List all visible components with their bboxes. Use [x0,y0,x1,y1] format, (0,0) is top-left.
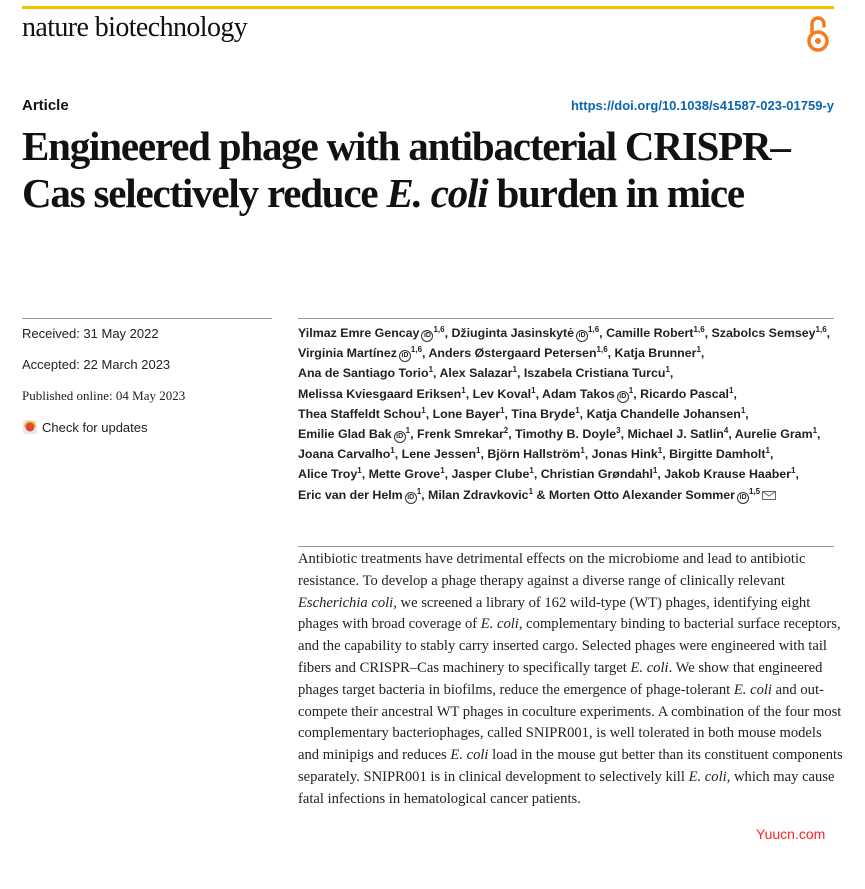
title-text-part2: burden in mice [487,170,744,216]
author-name-text: Emilie Glad Bak [298,427,392,442]
affiliation-superscript: 1 [657,446,663,456]
author-name[interactable] [542,387,633,401]
author-name[interactable] [369,467,445,481]
author-name-text: Melissa Kviesgaard Eriksen [298,386,462,401]
organism-name: E. coli [480,616,519,633]
author-name-text: Frenk Smrekar [417,427,504,442]
orcid-icon[interactable]: iD [399,350,411,362]
affiliation-superscript: 1 [765,446,770,456]
abstract-divider [298,546,834,547]
author-name[interactable] [541,467,658,481]
journal-name[interactable]: nature biotechnology [22,12,248,43]
orcid-icon[interactable]: iD [421,330,433,342]
affiliation-superscript: 1 [791,466,796,476]
affiliation-superscript: 1,6 [596,345,608,355]
author-name-text: Camille Robert [606,326,694,340]
author-name-text: Lene Jessen [401,447,477,462]
orcid-icon[interactable]: iD [405,492,417,504]
affiliation-superscript: 1 [440,466,445,476]
author-name[interactable] [735,427,817,441]
doi-link[interactable]: https://doi.org/10.1038/s41587-023-01759-y [570,98,834,113]
affiliation-superscript: 1 [531,385,536,395]
abstract-text: Antibiotic treatments have detrimental effects on the microbiome and lead to antibiotic resistance. To develop a phage therapy against a diverse range of clinically relevant Escherichia coli, we screened a library of 162 wild-type (WT) phages, identifying eight phages with broad coverage of E. coli, complementary binding to bacterial surface receptors, and the capability to stably carry inserted cargo. Selected phages were engineered with tail fibers and CRISPR–Cas machinery to specifically target E. coli. We show that engineered phages target bacteria in biofilms, reduce the emergence of phage-tolerant E. coli and out-compete their ancestral WT phages in coculture experiments. A combination of the four most complementary bacteriophages, called SNIPR001, is well tolerated in both mouse models and minipigs and reduces E. coli load in the mouse gut better than its constituent components separately. SNIPR001 is in clinical development to selectively kill E. coli, which may cause fatal infections in hematological cancer patients. [298,551,843,807]
watermark: Yuucn.com [756,826,826,842]
author-name-text: Alex Salazar [439,366,513,381]
orcid-icon[interactable]: iD [576,330,588,342]
affiliation-superscript: 1,6 [815,325,827,334]
affiliation-superscript: 1 [812,426,818,436]
orcid-icon[interactable]: iD [394,431,406,443]
organism-name: E. coli [630,659,669,676]
author-name-text: Eric van der Helm [298,487,403,502]
author-name[interactable] [451,326,599,340]
affiliation-superscript: 1 [428,365,434,375]
affiliation-superscript: 1 [580,446,585,456]
author-name-text: Björn Hallström [487,447,581,462]
publication-dates [22,326,272,435]
affiliation-superscript: 1 [512,365,517,375]
affiliation-superscript: 1,6 [693,325,705,334]
affiliation-superscript: 1 [461,385,466,395]
author-name-text: Jasper Clube [451,467,530,482]
author-name[interactable] [524,366,670,380]
author-name[interactable] [549,488,776,502]
author-name[interactable] [606,326,705,340]
author-name-text: Jonas Hink [591,447,658,462]
orcid-icon[interactable]: iD [617,391,629,403]
check-for-updates-icon [22,419,38,435]
author-name[interactable] [428,488,533,502]
affiliation-superscript: 1 [728,385,734,395]
published-date: Published online: 04 May 2023 [22,388,186,403]
affiliation-superscript: 1 [405,426,411,436]
organism-name: Escherichia coli [298,594,394,611]
author-name[interactable] [298,467,362,481]
title-organism: E. coli [386,170,488,216]
author-name-text: Yilmaz Emre Gencay [298,326,420,340]
affiliation-superscript: 1 [357,466,362,476]
author-name-text: Szabolcs Semsey [711,326,816,340]
author-name[interactable] [298,407,426,421]
author-name[interactable] [487,447,584,461]
article-title [22,123,822,217]
affiliation-superscript: 1,5 [749,486,761,496]
title-text-part1: Engineered phage with antibacterial CRISPR–Cas selectively reduce [22,123,790,216]
journal-accent-bar [22,6,834,9]
affiliation-superscript: 1 [665,365,670,375]
divider-left [22,318,272,319]
author-name-text: Christian Grøndahl [540,467,653,482]
author-name-text: Anders Østergaard Petersen [428,346,597,361]
affiliation-superscript: 1,6 [433,325,445,334]
author-list: Yilmaz Emre Gencay iD$^{1,6}$, Džiuginta Jasinskytė iD$^{1,6}$, Camille Robert$^{1,6}$, Szabolcs Semsey$^{1,6}$, Virginia Martínez iD$^{1,6}$, Anders Østergaard Petersen$^{1,6}$, Katja Brunner$^1$, Ana de Santiago Torio$^1$, Alex Salazar$^1$, Iszabela Cristiana Turcu$^1$, Melissa Kviesgaard Eriksen$^1$, Lev Koval$^1$, Adam Takos $iD^1$, Ricardo Pascal$^1$, Thea Staffeldt Schou$^1$, Lone Bayer$^1$, Tina Bryde$^1$, Katja Chandelle Johansen$^1$, Emilie Glad Bak $iD^1$, Frenk Smrekar$^2$, Timothy B. Doyle$^3$, Michael J. Satlin$^4$, Aurelie Gram$^1$, Joana Carvalho$^1$, Lene Jessen$^1$, Björn Hallström$^1$, Jonas Hink$^1$, Birgitte Damholt$^1$, Alice Troy$^1$, Mette Grove$^1$, Jasper Clube$^1$, Christian Grøndahl$^1$, Jakob Krause Haaber$^1$, Eric van der Helm $iD^1$, Milan Zdravkovic$^1$ & Morten Otto Alexander Sommer iD$^{1,5}$ [298,325,831,502]
affiliation-superscript: 1,6 [410,345,423,355]
affiliation-superscript: 1 [575,405,580,415]
affiliation-superscript: 1,6 [588,325,600,334]
author-name-text: Morten Otto Alexander Sommer [548,487,735,502]
author-name-text: Jakob Krause Haaber [664,467,791,482]
affiliation-superscript: 1 [740,405,746,415]
received-date: Received: 31 May 2022 [22,326,159,341]
author-name[interactable] [439,366,516,380]
author-name-text: Tina Bryde [511,406,576,421]
author-name[interactable] [473,387,536,401]
author-name-text: Ana de Santiago Torio [298,366,429,381]
organism-name: E. coli [688,768,727,785]
author-name-text: Thea Staffeldt Schou [298,406,422,421]
author-name-text: Timothy B. Doyle [515,427,617,442]
affiliation-superscript: 1 [500,405,505,415]
author-name-text: Katja Chandelle Johansen [586,406,741,421]
author-name[interactable] [433,407,505,421]
author-name[interactable] [298,447,395,461]
author-name[interactable] [298,366,433,380]
affiliation-superscript: 1 [416,486,422,496]
article-type-label: Article [22,97,69,114]
affiliation-superscript: 1 [421,405,426,415]
accepted-date: Accepted: 22 March 2023 [22,357,171,372]
author-name-text: Iszabela Cristiana Turcu [523,366,666,381]
check-for-updates-label: Check for updates [42,419,148,435]
affiliation-superscript: 1 [528,486,534,496]
orcid-icon[interactable]: iD [737,492,749,504]
author-name-text: Birgitte Damholt [669,447,766,462]
affiliation-superscript: 1 [696,345,701,355]
affiliation-superscript: 2 [503,426,509,436]
author-name[interactable] [402,447,481,461]
author-name-text: Lone Bayer [432,406,501,421]
author-name-text: Katja Brunner [614,346,697,361]
author-name-text: Michael J. Satlin [627,427,724,442]
author-name-text: Alice Troy [298,467,358,482]
check-for-updates-button[interactable] [22,419,272,435]
author-name-text: Ricardo Pascal [640,386,729,401]
organism-name: E. coli [733,681,772,698]
author-name-text: Lev Koval [472,386,532,401]
author-name[interactable] [627,427,728,441]
author-name[interactable] [664,467,795,481]
author-name[interactable] [669,447,770,461]
organism-name: E. coli [450,747,489,764]
author-name[interactable] [417,427,508,441]
author-name-text: Aurelie Gram [734,427,813,442]
author-name[interactable] [298,346,422,360]
open-access-icon[interactable] [803,14,833,54]
author-name[interactable] [298,488,421,502]
author-name[interactable] [515,427,620,441]
affiliation-superscript: 1 [529,466,534,476]
affiliation-superscript: 1 [652,466,658,476]
author-name-text: Adam Takos [542,386,615,401]
author-name[interactable] [511,407,579,421]
affiliation-superscript: 4 [723,426,729,436]
author-name[interactable] [298,427,410,441]
author-name[interactable] [428,346,607,360]
author-name-text: Džiuginta Jasinskytė [451,326,575,340]
author-name-text: Milan Zdravkovic [428,487,529,502]
affiliation-superscript: 1 [628,385,634,395]
author-name[interactable] [712,326,827,340]
author-name[interactable] [640,387,733,401]
affiliation-superscript: 1 [390,446,395,456]
author-name[interactable] [452,467,534,481]
affiliation-superscript: 3 [616,426,621,436]
author-name-text: Joana Carvalho [298,447,391,462]
author-name[interactable] [298,387,466,401]
affiliation-superscript: 1 [476,446,481,456]
author-name[interactable] [587,407,746,421]
divider-right [298,318,834,319]
author-name-text: Mette Grove [368,467,441,482]
author-name-text: Virginia Martínez [298,346,397,361]
author-name[interactable] [615,346,701,360]
email-icon[interactable] [762,491,776,500]
author-name[interactable] [298,326,445,340]
author-name[interactable] [592,447,663,461]
